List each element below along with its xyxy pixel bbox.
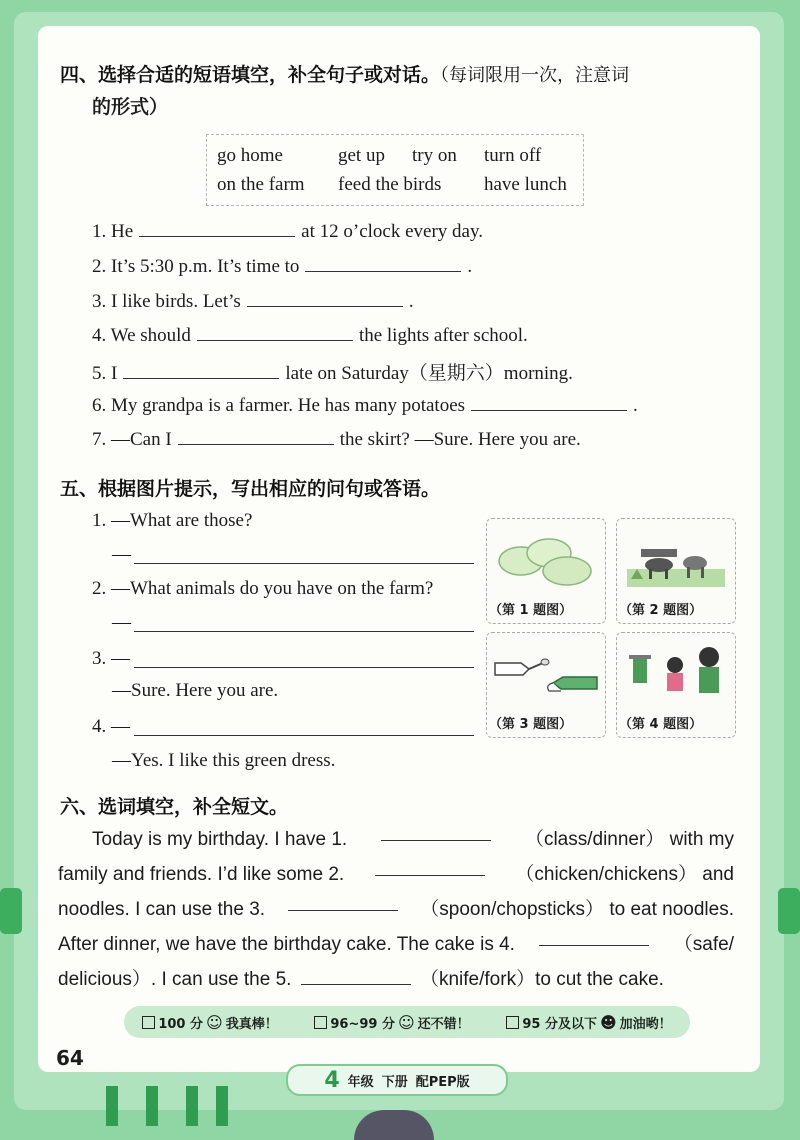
passage-text: （spoon/chopsticks） to eat noodles. bbox=[420, 899, 734, 920]
answer-5-4: —Yes. I like this green dress. bbox=[112, 750, 336, 771]
question-5-1: 1. —What are those? bbox=[92, 510, 253, 531]
passage-text: delicious）. I can use the 5. bbox=[58, 969, 292, 990]
checkbox-icon[interactable] bbox=[142, 1016, 155, 1029]
question-text: 3. I like birds. Let’s bbox=[92, 291, 241, 312]
grade-number: 4 bbox=[324, 1067, 340, 1093]
phrase: on the farm bbox=[217, 174, 305, 195]
score-range: 95 分及以下 bbox=[522, 1016, 597, 1032]
smiley-icon: ☺ bbox=[397, 1012, 415, 1032]
score-comment: 加油哟！ bbox=[619, 1016, 672, 1032]
handing-spoon-icon bbox=[487, 633, 605, 713]
score-range: 100 分 bbox=[158, 1016, 203, 1032]
question-text: 7. —Can I bbox=[92, 429, 172, 450]
passage-text: （class/dinner） with my bbox=[524, 829, 734, 850]
passage-line bbox=[58, 927, 734, 962]
section-4-note: （每词限用一次，注意词 bbox=[440, 65, 630, 86]
passage-line bbox=[58, 822, 734, 857]
left-side-tab bbox=[0, 888, 22, 934]
score-comment: 我真棒！ bbox=[225, 1016, 278, 1032]
question-5-4: 4. — bbox=[92, 716, 130, 737]
question-text: 4. We should bbox=[92, 325, 191, 346]
answer-blank[interactable] bbox=[178, 428, 334, 445]
answer-blank[interactable] bbox=[123, 362, 279, 379]
passage-text: （chicken/chickens） and bbox=[515, 864, 734, 885]
passage-text: Today is my birthday. I have 1. bbox=[92, 829, 348, 850]
section-4-note-cont: 的形式） bbox=[92, 96, 169, 118]
phrase: get up bbox=[338, 145, 385, 166]
self-score-bar bbox=[124, 1006, 690, 1038]
question-4-1 bbox=[92, 220, 483, 243]
checkbox-icon[interactable] bbox=[314, 1016, 327, 1029]
answer-line[interactable] bbox=[134, 735, 474, 736]
score-option-95[interactable] bbox=[506, 1013, 671, 1032]
picture-4 bbox=[616, 632, 736, 738]
page-number: 64 bbox=[56, 1046, 84, 1070]
answer-blank[interactable] bbox=[305, 255, 461, 272]
decor-pillar bbox=[216, 1086, 228, 1126]
grade-label: 年级 bbox=[347, 1074, 374, 1090]
question-text: late on Saturday（星期六）morning. bbox=[285, 363, 573, 384]
question-text: . bbox=[408, 291, 414, 312]
passage-text: family and friends. I’d like some 2. bbox=[58, 864, 345, 885]
answer-line[interactable] bbox=[134, 563, 474, 564]
answer-blank[interactable] bbox=[288, 892, 398, 911]
question-4-2 bbox=[92, 255, 472, 278]
dash: — bbox=[112, 544, 131, 565]
phrase-bank bbox=[206, 134, 584, 206]
answer-blank[interactable] bbox=[539, 927, 649, 946]
farm-animals-icon bbox=[617, 519, 735, 599]
question-5-2: 2. —What animals do you have on the farm? bbox=[92, 578, 434, 599]
score-comment: 还不错！ bbox=[417, 1016, 470, 1032]
answer-blank[interactable] bbox=[301, 966, 411, 985]
caption-1: （第 1 题图） bbox=[489, 603, 573, 618]
question-text: the skirt? —Sure. Here you are. bbox=[339, 429, 581, 450]
dash: — bbox=[112, 612, 131, 633]
picture-2 bbox=[616, 518, 736, 624]
answer-5-3: —Sure. Here you are. bbox=[112, 680, 279, 701]
question-4-5 bbox=[92, 358, 573, 385]
smiley-icon: ☺ bbox=[206, 1012, 223, 1032]
question-4-3 bbox=[92, 290, 414, 313]
edition-label: 配PEP版 bbox=[415, 1074, 470, 1090]
phrase: go home bbox=[217, 145, 283, 166]
answer-line[interactable] bbox=[134, 667, 474, 668]
checkbox-icon[interactable] bbox=[506, 1016, 519, 1029]
section-6-title: 六、选词填空，补全短文。 bbox=[60, 796, 289, 818]
answer-blank[interactable] bbox=[381, 822, 491, 841]
phrase: try on bbox=[412, 145, 457, 166]
question-text: 6. My grandpa is a farmer. He has many potatoes bbox=[92, 395, 466, 416]
question-text: 1. He bbox=[92, 221, 134, 242]
answer-line[interactable] bbox=[134, 631, 474, 632]
picture-1 bbox=[486, 518, 606, 624]
term-label: 下册 bbox=[381, 1074, 408, 1090]
question-4-7 bbox=[92, 428, 581, 451]
answer-blank[interactable] bbox=[471, 394, 627, 411]
question-4-4 bbox=[92, 324, 528, 347]
section-4-heading: 四、选择合适的短语填空，补全句子或对话。 bbox=[60, 64, 441, 86]
question-4-6 bbox=[92, 394, 638, 417]
section-4-title bbox=[60, 60, 629, 87]
question-text: 5. I bbox=[92, 363, 118, 384]
question-text: . bbox=[633, 395, 638, 416]
answer-blank[interactable] bbox=[375, 857, 485, 876]
score-option-100[interactable] bbox=[142, 1013, 277, 1032]
decor-pillar bbox=[146, 1086, 158, 1126]
caption-3: （第 3 题图） bbox=[489, 717, 573, 732]
decor-pillar bbox=[186, 1086, 198, 1126]
phrase: have lunch bbox=[484, 174, 567, 195]
caption-2: （第 2 题图） bbox=[619, 603, 703, 618]
shopping-girls-icon bbox=[617, 633, 735, 713]
passage-text: After dinner, we have the birthday cake. The cake is 4. bbox=[58, 934, 515, 955]
question-5-3: 3. — bbox=[92, 648, 130, 669]
picture-3 bbox=[486, 632, 606, 738]
passage-line bbox=[58, 962, 734, 997]
passage-text: （safe/ bbox=[673, 934, 734, 955]
score-range: 96~99 分 bbox=[330, 1016, 395, 1032]
phrase: turn off bbox=[484, 145, 542, 166]
caption-4: （第 4 题图） bbox=[619, 717, 703, 732]
answer-blank[interactable] bbox=[247, 290, 403, 307]
question-text: the lights after school. bbox=[358, 325, 528, 346]
question-text: . bbox=[467, 256, 473, 277]
passage-line bbox=[58, 892, 734, 927]
grade-badge bbox=[286, 1064, 508, 1096]
decor-knob bbox=[354, 1110, 434, 1140]
potatoes-icon bbox=[487, 519, 605, 599]
right-side-tab bbox=[778, 888, 800, 934]
cheer-face-icon: ☻ bbox=[599, 1012, 617, 1032]
question-text: at 12 o’clock every day. bbox=[301, 221, 483, 242]
phrase: feed the birds bbox=[338, 174, 442, 195]
passage-text: （knife/fork）to cut the cake. bbox=[419, 969, 664, 990]
section-5-title: 五、根据图片提示，写出相应的问句或答语。 bbox=[60, 478, 441, 500]
passage-line bbox=[58, 857, 734, 892]
decor-pillar bbox=[106, 1086, 118, 1126]
answer-blank[interactable] bbox=[139, 220, 295, 237]
question-text: 2. It’s 5:30 p.m. It’s time to bbox=[92, 256, 300, 277]
answer-blank[interactable] bbox=[197, 324, 353, 341]
passage-text: noodles. I can use the 3. bbox=[58, 899, 266, 920]
score-option-96[interactable] bbox=[314, 1013, 469, 1032]
passage bbox=[58, 822, 734, 997]
